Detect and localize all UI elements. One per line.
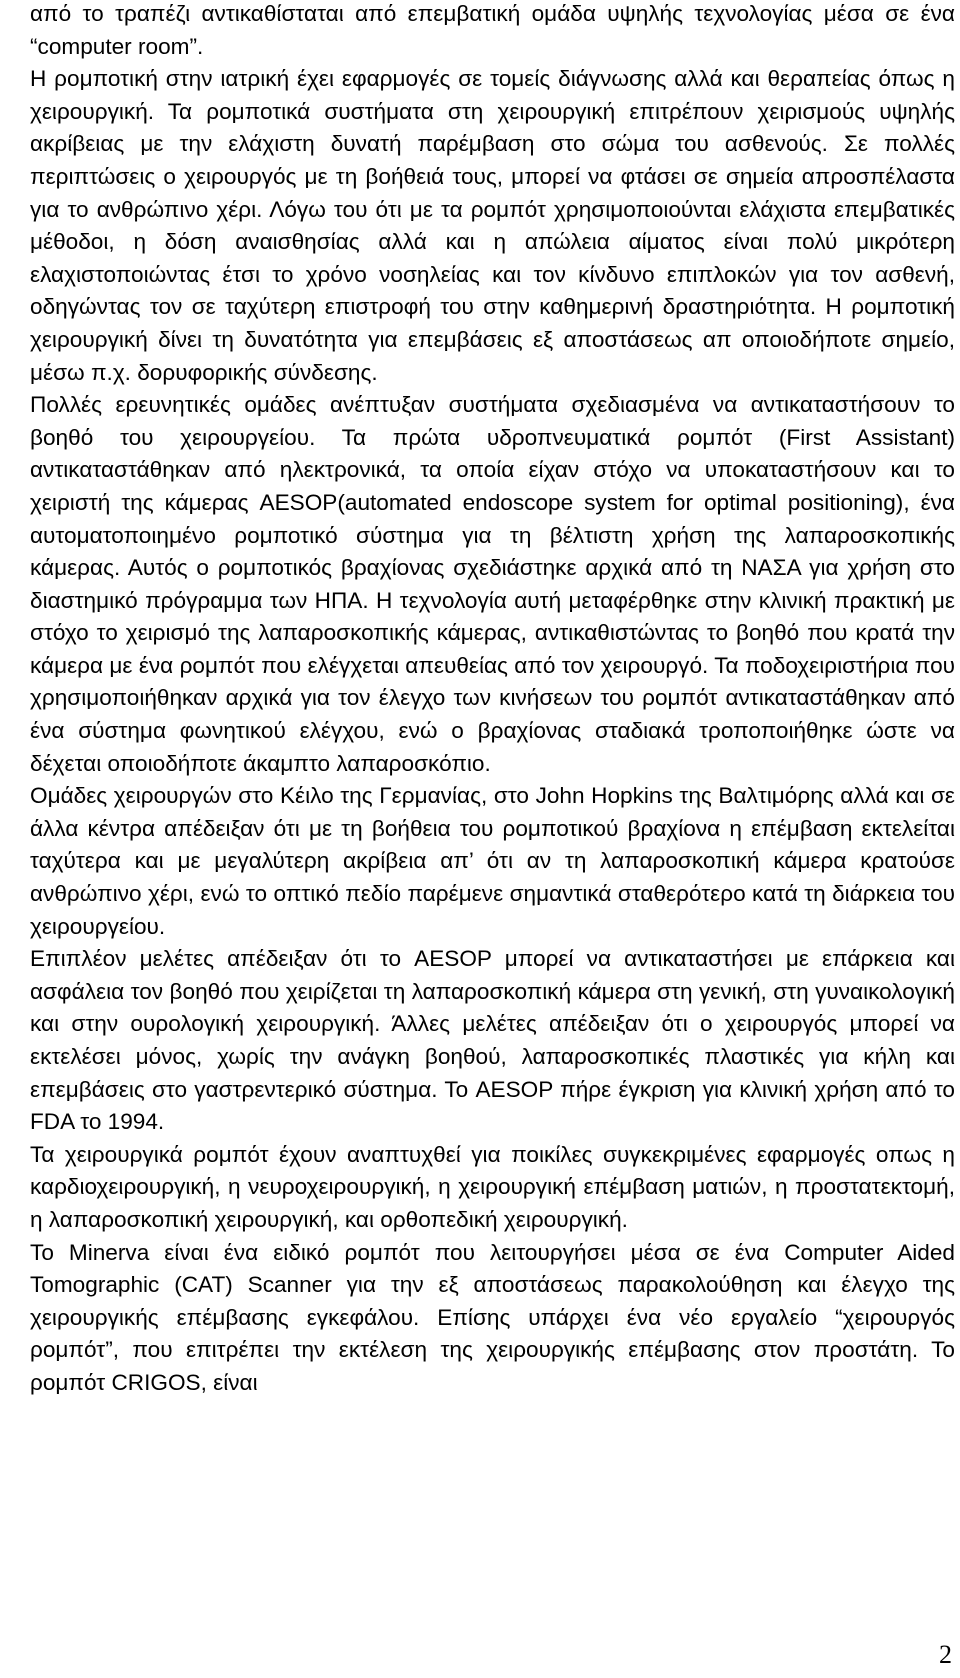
paragraph-surgeon-teams: Ομάδες χειρουργών στο Κέιλο της Γερμανίας, στο John Hopkins της Βαλτιμόρης αλλά και σε άλλα κέντρα απέδειξαν ότι με τη βοήθεια του ρομποτικού βραχίονα η επέμβαση εκτελείται ταχύτερα και με μεγαλύτερη ακρίβεια απ’ ότι αν τη λαπαροσκοπική κάμερα κρατούσε ανθρώπινο χέρι, ενώ το οπτικό πεδίο παρέμενε σημαντικά σταθερότερο κατά τη διάρκεια του χειρουργείου. [30, 783, 955, 939]
paragraph-robotics-in-medicine: Η ρομποτική στην ιατρική έχει εφαρμογές σε τομείς διάγνωσης αλλά και θεραπείας όπως η χειρουργική. Τα ρομποτικά συστήματα στη χειρουργική επιτρέπουν χειρισμούς υψηλής ακρίβειας με την ελάχιστη δυνατή παρέμβαση στο σώμα του ασθενούς. Σε πολλές περιπτώσεις ο χειρουργός με τη βοήθειά τους, μπορεί να φτάσει σε σημεία απροσπέλαστα για το ανθρώπινο χέρι. Λόγω του ότι με τα ρομπότ χρησιμοποιούνται ελάχιστα επεμβατικές μέθοδοι, η δόση αναισθησίας αλλά και η απώλεια αίματος είναι πολύ μικρότερη ελαχιστοποιώντας έτσι το χρόνο νοσηλείας και τον κίνδυνο επιπλοκών για τον ασθενή, οδηγώντας τον σε ταχύτερη επιστροφή του στην καθημερινή δραστηριότητα. Η ρομποτική χειρουργική δίνει τη δυνατότητα για επεμβάσεις εξ αποστάσεως απ οποιοδήποτε σημείο, μέσω π.χ. δορυφορικής σύνδεσης. [30, 66, 955, 385]
paragraph-intro-continuation: από το τραπέζι αντικαθίσταται από επεμβατική ομάδα υψηλής τεχνολογίας μέσα σε ένα “computer room”. [30, 1, 955, 59]
paragraph-surgical-robot-applications: Τα χειρουργικά ρομπότ έχουν αναπτυχθεί για ποικίλες συγκεκριμένες εφαρμογές οπως η καρδιοχειρουργική, η νευροχειρουργική, η χειρουργική επέμβαση ματιών, η προστατεκτομή, η λαπαροσκοπική χειρουργική, και ορθοπεδική χειρουργική. [30, 1141, 955, 1232]
document-body [30, 0, 955, 1400]
paragraph-further-studies: Επιπλέον μελέτες απέδειξαν ότι το AESOP μπορεί να αντικαταστήσει με επάρκεια και ασφάλεια τον βοηθό που χειρίζεται τη λαπαροσκοπική κάμερα στη γενική, στη γυναικολογική και στην ουρολογική χειρουργική. Άλλες μελέτες απέδειξαν ότι ο χειρουργός μπορεί να εκτελέσει μόνος, χωρίς την ανάγκη βοηθού, λαπαροσκοπικές πλαστικές για κήλη και επεμβάσεις στο γαστρεντερικό σύστημα. Το AESOP πήρε έγκριση για κλινική χρήση από το FDA το 1994. [30, 946, 955, 1135]
page-number: 2 [939, 1640, 952, 1669]
paragraph-aesop-system: Πολλές ερευνητικές ομάδες ανέπτυξαν συστήματα σχεδιασμένα να αντικαταστήσουν το βοηθό του χειρουργείου. Τα πρώτα υδροπνευματικά ρομπότ (First Assistant) αντικαταστάθηκαν από ηλεκτρονικά, τα οποία είχαν στόχο να υποκαταστήσουν και το χειριστή της κάμερας AESOP(automated endoscope system for optimal positioning), ένα αυτοματοποιημένο ρομποτικό σύστημα για τη βέλτιστη χρήση της λαπαροσκοπικής κάμερας. Αυτός ο ρομποτικός βραχίονας σχεδιάστηκε αρχικά από τη ΝΑΣΑ για χρήση στο διαστημικό πρόγραμμα των ΗΠΑ. Η τεχνολογία αυτή μεταφέρθηκε στην κλινική πρακτική με στόχο το χειρισμό της λαπαροσκοπικής κάμερας, αντικαθιστώντας το βοηθό που κρατά την κάμερα με ένα ρομπότ που ελέγχεται απευθείας από τον χειρουργό. Τα ποδοχειριστήρια που χρησιμοποιήθηκαν αρχικά για τον έλεγχο των κινήσεων του ρομπότ αντικαταστάθηκαν από ένα σύστημα φωνητικού ελέγχου, ενώ ο βραχίονας σταδιακά τροποποιήθηκε ώστε να δέχεται οποιοδήποτε άκαμπτο λαπαροσκόπιο. [30, 392, 955, 776]
paragraph-minerva-robot: Το Minerva είναι ένα ειδικό ρομπότ που λειτουργήσει μέσα σε ένα Computer Aided Tomographic (CAT) Scanner για την εξ αποστάσεως παρακολούθηση και έλεγχο της χειρουργικής επέμβασης εγκεφάλου. Επίσης υπάρχει ένα νέο εργαλείο “χειρουργός ρομπότ”, που επιτρέπει την εκτέλεση της χειρουργικής επέμβασης στον προστάτη. Το ρομπότ CRIGOS, είναι [30, 1239, 955, 1395]
